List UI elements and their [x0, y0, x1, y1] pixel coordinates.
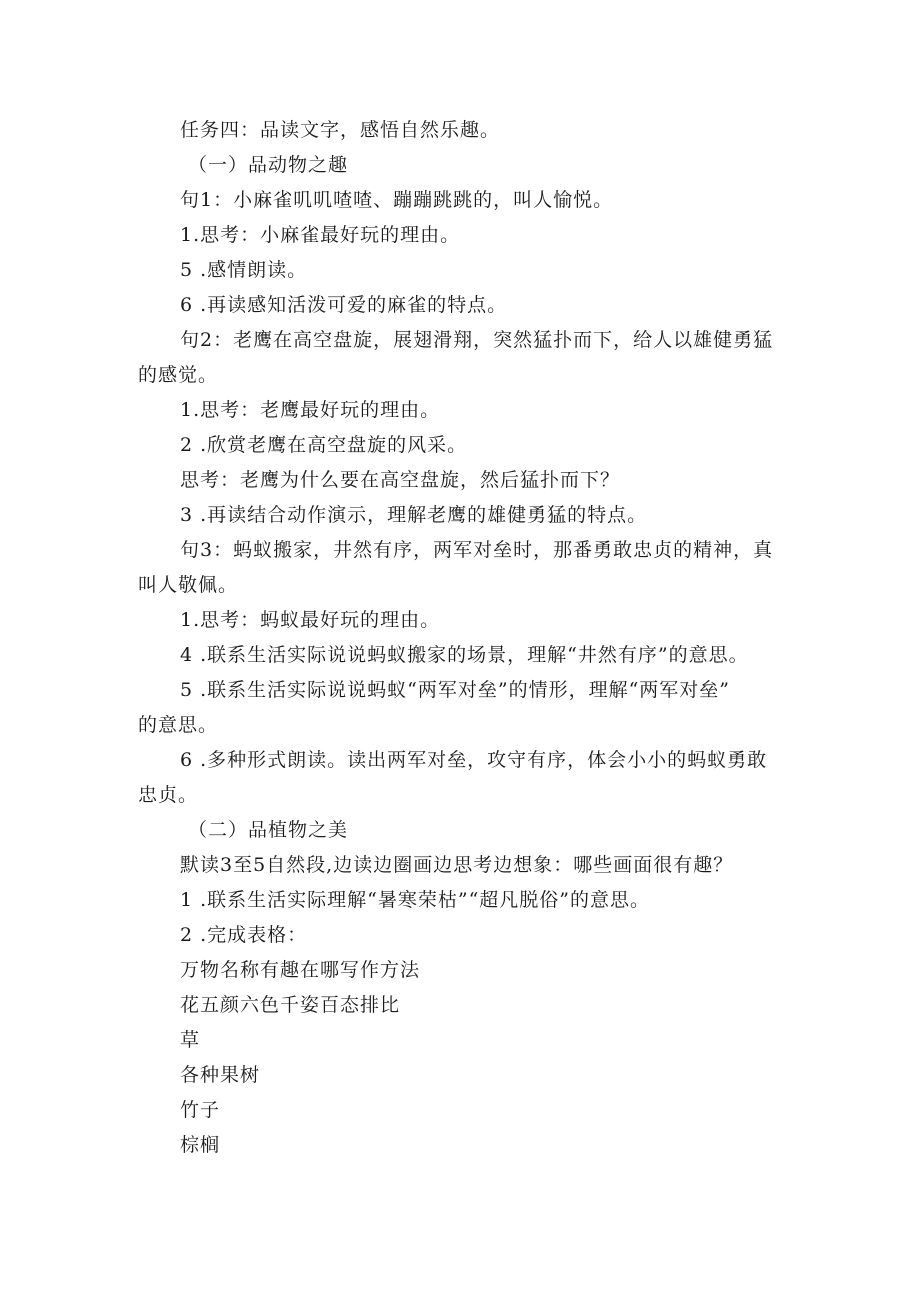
table-header-line: 万物名称有趣在哪写作方法 [180, 959, 421, 981]
table-row-line: 棕榈 [180, 1134, 221, 1156]
item-line: 1.思考：蚂蚁最好玩的理由。 [180, 609, 441, 631]
task-heading: 任务四：品读文字，感悟自然乐趣。 [180, 119, 501, 141]
item-line: 1.思考：老鹰最好玩的理由。 [180, 399, 441, 421]
table-row-line: 竹子 [180, 1099, 221, 1121]
thinking-question: 思考：老鹰为什么要在高空盘旋，然后猛扑而下？ [180, 469, 621, 491]
item-line: 3 .再读结合动作演示，理解老鹰的雄健勇猛的特点。 [180, 504, 648, 526]
sentence-1: 句1：小麻雀叽叽喳喳、蹦蹦跳跳的，叫人愉悦。 [180, 189, 614, 211]
sentence-3-continued: 叫人敬佩。 [138, 574, 239, 596]
item-line: 5 .感情朗读。 [180, 259, 308, 281]
reading-instruction: 默读3至5自然段,边读边圈画边思考边想象：哪些画面很有趣？ [180, 854, 734, 876]
sentence-2: 句2：老鹰在高空盘旋，展翅滑翔，突然猛扑而下，给人以雄健勇猛 [180, 329, 774, 351]
item-line: 6 .再读感知活泼可爱的麻雀的特点。 [180, 294, 508, 316]
item-line: 1 .联系生活实际理解“暑寒荣枯”“超凡脱俗”的意思。 [180, 889, 651, 911]
item-line: 2 .欣赏老鹰在高空盘旋的风采。 [180, 434, 468, 456]
table-row-line: 花五颜六色千姿百态排比 [180, 994, 401, 1016]
sentence-2-continued: 的感觉。 [138, 364, 219, 386]
item-line-continued: 忠贞。 [138, 784, 199, 806]
item-line: 5 .联系生活实际说说蚂蚁“两军对垒”的情形，理解“两军对垒” [180, 679, 731, 701]
item-line-continued: 的意思。 [138, 714, 219, 736]
section-heading-animals: （一）品动物之趣 [188, 154, 349, 176]
item-line: 4 .联系生活实际说说蚂蚁搬家的场景，理解“井然有序”的意思。 [180, 644, 749, 666]
item-line: 2 .完成表格： [180, 924, 308, 946]
item-line: 6 .多种形式朗读。读出两军对垒，攻守有序，体会小小的蚂蚁勇敢 [180, 749, 768, 771]
sentence-3: 句3：蚂蚁搬家，井然有序，两军对垒时，那番勇敢忠贞的精神，真 [180, 539, 774, 561]
item-line: 1.思考：小麻雀最好玩的理由。 [180, 224, 461, 246]
table-row-line: 各种果树 [180, 1064, 261, 1086]
section-heading-plants: （二）品植物之美 [188, 819, 349, 841]
table-row-line: 草 [180, 1029, 201, 1051]
